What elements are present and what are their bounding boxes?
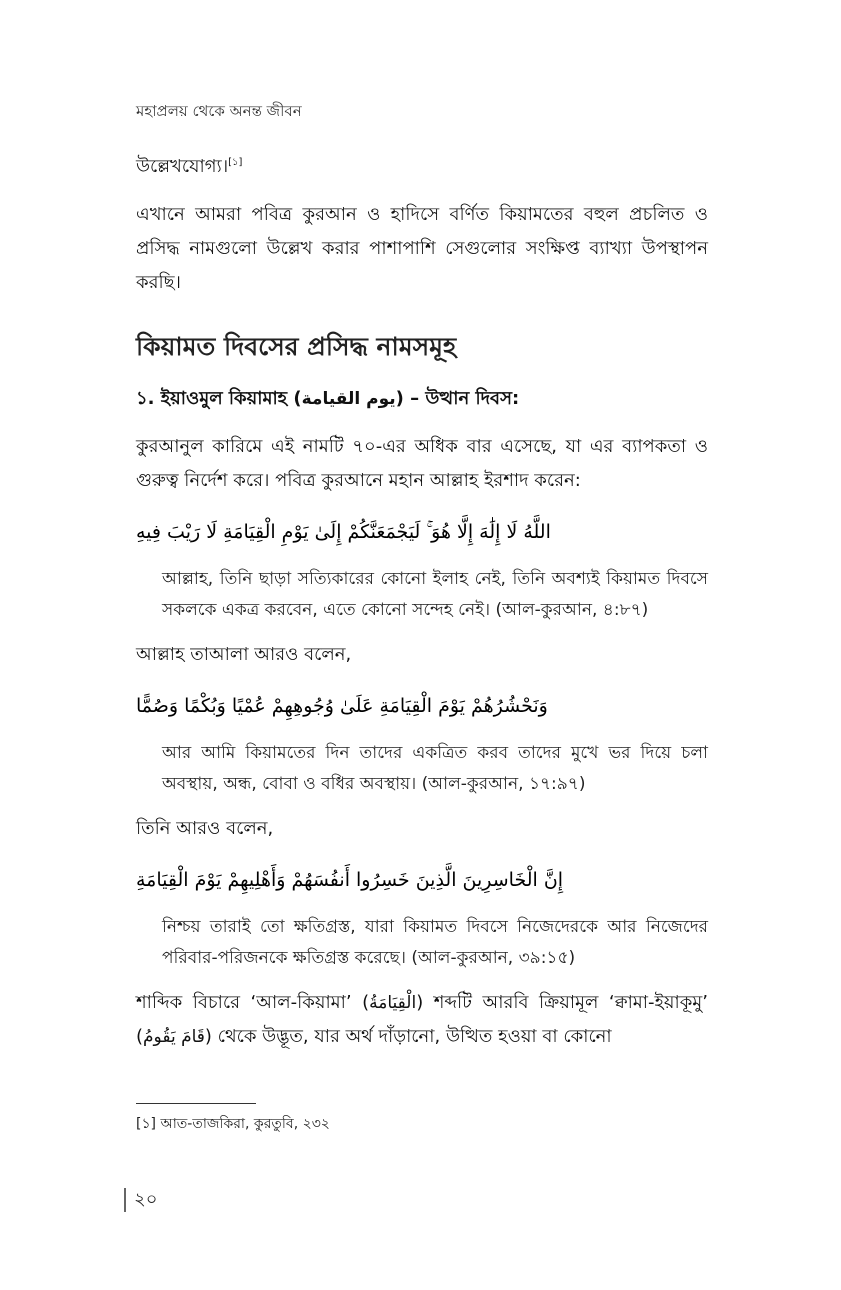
item-heading: [136, 382, 708, 416]
section-title: কিয়ামত দিবসের প্রসিদ্ধ নামসমূহ: [136, 332, 457, 361]
ayah-3: إِنَّ الْخَاسِرِينَ الَّذِينَ خَسِرُوا أَنفُسَهُمْ وَأَهْلِيهِمْ يَوْمَ الْقِيَامَةِ: [136, 869, 564, 891]
ayah-2: وَنَحْشُرُهُمْ يَوْمَ الْقِيَامَةِ عَلَىٰ وُجُوهِهِمْ عُمْيًا وَبُكْمًا وَصُمًّا: [136, 695, 548, 717]
paragraph-4-part-1: শাব্দিক বিচারে ‘আল-কিয়ামা’ (: [136, 992, 370, 1013]
paragraph-4-arabic-2: قَامَ يَقُومُ: [143, 1027, 205, 1047]
footnote-divider: [136, 1103, 256, 1104]
item-heading-suffix: ) – উত্থান দিবস:: [395, 388, 520, 409]
paragraph-4-arabic-1: الْقِيَامَةُ: [369, 993, 417, 1013]
footnote: [১] আত-তাজকিরা, কুরতুবি, ২৩২: [136, 1116, 330, 1132]
running-head: মহাপ্রলয় থেকে অনন্ত জীবন: [136, 102, 302, 120]
intro-text: উল্লেখযোগ্য।: [136, 156, 229, 177]
translation-2: আর আমি কিয়ামতের দিন তাদের একত্রিত করব তাদের মুখে ভর দিয়ে চলা অবস্থায়, অন্ধ, বোবা ও বধির অবস্থায়। (আল-কুরআন, ১৭:৯৭): [162, 743, 708, 794]
intro-line: [136, 150, 708, 184]
paragraph-4: [136, 986, 708, 1054]
paragraph-4-part-3: ) থেকে উদ্ভূত, যার অর্থ দাঁড়ানো, উত্থিত হওয়া বা কোনো: [204, 1026, 612, 1047]
intro-paragraph: এখানে আমরা পবিত্র কুরআন ও হাদিসে বর্ণিত কিয়ামতের বহুল প্রচলিত ও প্রসিদ্ধ নামগুলো উল্লেখ করার পাশাপাশি সেগুলোর সংক্ষিপ্ত ব্যাখ্যা উপস্থাপন করছি।: [136, 204, 708, 293]
paragraph-2: আল্লাহ তাআলা আরও বলেন,: [136, 644, 352, 665]
item-heading-arabic: يوم القيامة: [301, 389, 396, 409]
translation-3: নিশ্চয় তারাই তো ক্ষতিগ্রস্ত, যারা কিয়ামত দিবসে নিজেদেরকে আর নিজেদের পরিবার-পরিজনকে ক্ষতিগ্রস্ত করেছে। (আল-কুরআন, ৩৯:১৫): [162, 917, 708, 968]
footnote-reference[interactable]: [১]: [228, 157, 243, 168]
translation-1: আল্লাহ, তিনি ছাড়া সত্যিকারের কোনো ইলাহ নেই, তিনি অবশ্যই কিয়ামত দিবসে সকলকে একত্র করবেন, এতে কোনো সন্দেহ নেই। (আল-কুরআন, ৪:৮৭): [162, 569, 708, 620]
paragraph-3: তিনি আরও বলেন,: [136, 818, 274, 839]
page-body: [136, 150, 708, 1068]
paragraph-1: কুরআনুল কারিমে এই নামটি ৭০-এর অধিক বার এসেছে, যা এর ব্যাপকতা ও গুরুত্ব নির্দেশ করে। পবিত্র কুরআনে মহান আল্লাহ ইরশাদ করেন:: [136, 436, 708, 491]
ayah-1: اللَّهُ لَا إِلَٰهَ إِلَّا هُوَ ۚ لَيَجْمَعَنَّكُمْ إِلَىٰ يَوْمِ الْقِيَامَةِ لَا رَيْبَ فِيهِ: [136, 521, 551, 543]
page-number: ২০: [124, 1188, 157, 1212]
item-heading-prefix: ১. ইয়াওমুল কিয়ামাহ (: [136, 388, 302, 409]
paragraph-4-part-2: ) শব্দটি আরবি ক্রিয়ামূল ‘ক্বামা-ইয়াকূমু’ (: [136, 992, 709, 1047]
